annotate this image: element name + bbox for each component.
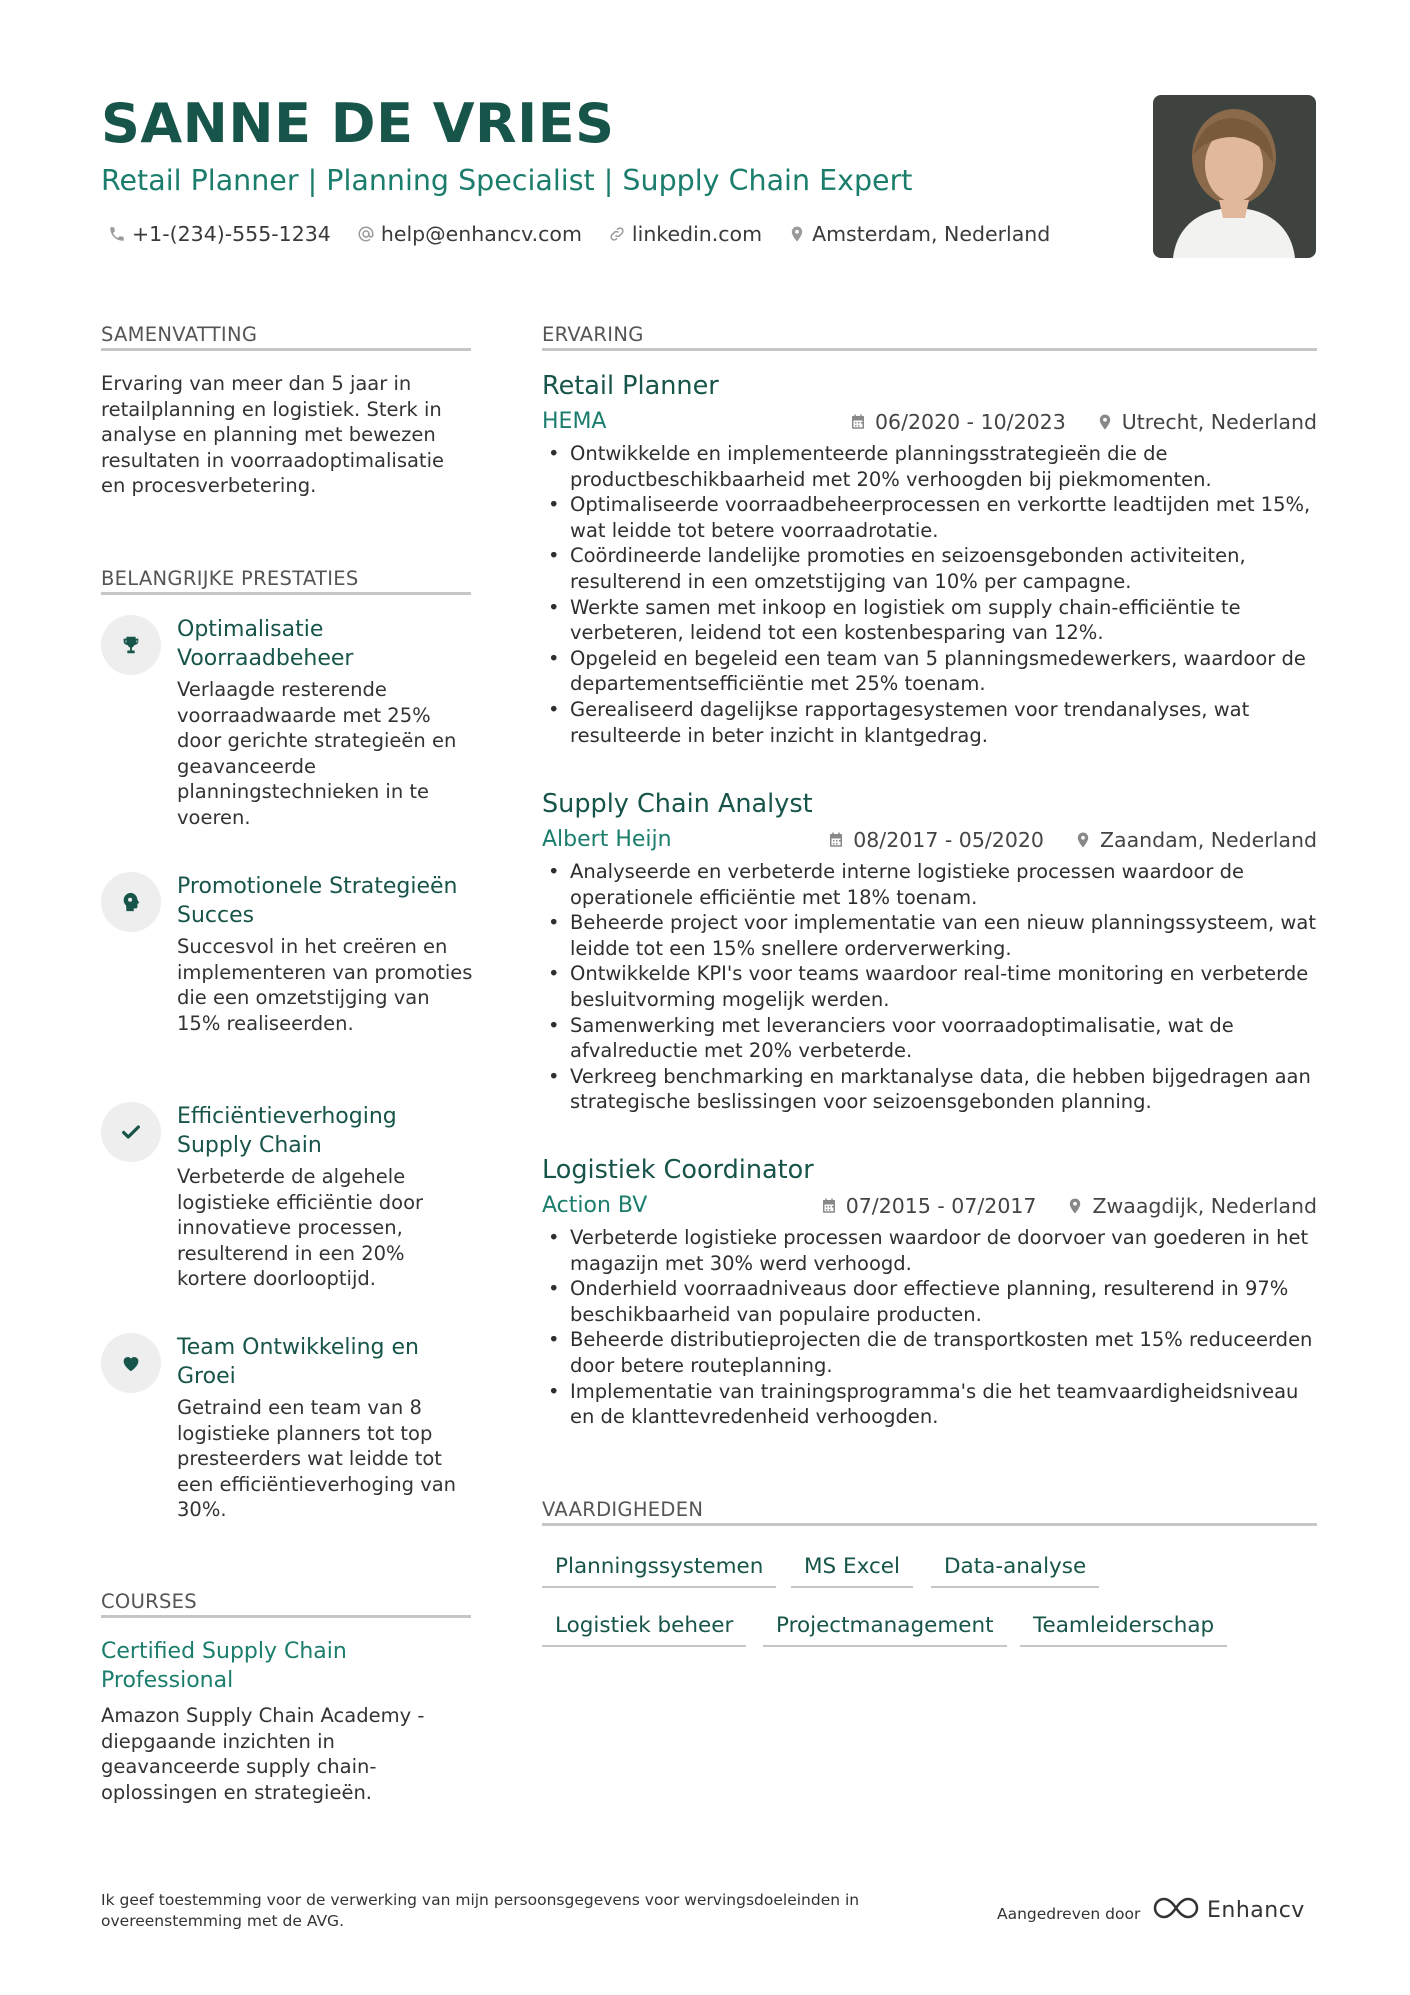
map-pin-icon [1074,831,1092,849]
experience-heading: ERVARING [542,323,644,346]
trophy-icon [101,615,161,675]
achievement-desc: Getraind een team van 8 logistieke planners tot top presteerders wat leidde tot een efficiëntieverhoging van 30%. [177,1396,457,1522]
job-dates: 06/2020 - 10/2023 [875,410,1066,434]
contact-bar [108,220,1076,248]
list-item: • Optimaliseerde voorraadbeheerprocessen en verkortte leadtijden met 15%, wat leidde tot betere voorraadrotatie. [542,492,1317,543]
job-company: Action BV [542,1193,648,1218]
list-item: • Gerealiseerd dagelijkse rapportagesystemen voor trendanalyses, wat resulteerde in beter inzicht in klantgedrag. [542,697,1317,748]
achievements-divider [101,592,471,595]
job-location: Zaandam, Nederland [1099,828,1317,852]
skill-tag: Logistiek beheer [542,1611,746,1647]
list-item: • Analyseerde en verbeterde interne logistieke processen waardoor de operationele efficiëntie met 18% toenam. [542,859,1317,910]
map-pin-icon [1096,413,1114,431]
consent-text: Ik geef toestemming voor de verwerking van mijn persoonsgegevens voor wervingsdoeleinden in overeenstemming met de AVG. [101,1891,860,1930]
job-location: Zwaagdijk, Nederland [1092,1194,1317,1218]
achievement-title: Promotionele Strategieën Succes [177,874,458,928]
brand-name: Enhancv [1207,1897,1305,1923]
course-title: Certified Supply Chain Professional [101,1639,347,1693]
job-bullets [542,1225,1317,1430]
list-item: • Verkreeg benchmarking en marktanalyse data, die hebben bijgedragen aan strategische beslissingen voor seizoensgebonden planning. [542,1064,1317,1115]
phone-icon [108,225,126,243]
job-dates: 08/2017 - 05/2020 [853,828,1044,852]
job-meta [827,825,1317,855]
achievement-desc: Verlaagde resterende voorraadwaarde met 25% door gerichte strategieën en geavanceerde planningstechnieken in te voeren. [177,678,457,829]
resume-name: SANNE DE VRIES [101,92,615,155]
enhancv-logo[interactable] [1153,1896,1305,1924]
phone-text: +1-(234)-555-1234 [132,222,331,246]
skill-tag: Data-analyse [931,1552,1099,1588]
contact-phone[interactable] [108,220,331,248]
list-item: • Beheerde project voor implementatie van een nieuw planningssysteem, wat leidde tot een 15% snellere orderverwerking. [542,910,1317,961]
list-item: • Samenwerking met leveranciers voor voorraadoptimalisatie, wat de afvalreductie met 20% verbeterde. [542,1013,1317,1064]
experience-divider [542,348,1317,351]
contact-location [788,220,1050,248]
course-desc: Amazon Supply Chain Academy - diepgaande inzichten in geavanceerde supply chain-oplossingen en strategieën. [101,1704,425,1804]
skill-tag: Projectmanagement [763,1611,1007,1647]
job-company: Albert Heijn [542,827,672,852]
achievements-heading: BELANGRIJKE PRESTATIES [101,567,359,590]
map-pin-icon [1066,1197,1084,1215]
list-item: • Ontwikkelde KPI's voor teams waardoor real-time monitoring en verbeterde besluitvorming mogelijk werden. [542,961,1317,1012]
resume-subtitle: Retail Planner | Planning Specialist | Supply Chain Expert [101,164,913,197]
job-bullets [542,441,1317,748]
linkedin-text: linkedin.com [631,222,763,246]
skills-heading: VAARDIGHEDEN [542,1498,704,1521]
summary-divider [101,348,471,351]
brain-icon [101,872,161,932]
powered-by-text: Aangedreven door [997,1905,1141,1923]
summary-heading: SAMENVATTING [101,323,258,346]
courses-heading: COURSES [101,1590,197,1613]
contact-email[interactable] [357,220,582,248]
job-dates: 07/2015 - 07/2017 [845,1194,1037,1218]
check-icon [101,1102,161,1162]
job-title: Retail Planner [542,371,719,401]
calendar-icon [849,413,867,431]
list-item: • Opgeleid en begeleid een team van 5 planningsmedewerkers, waardoor de departementsefficiëntie met 25% toenam. [542,646,1317,697]
summary-text: Ervaring van meer dan 5 jaar in retailplanning en logistiek. Sterk in analyse en planning met bewezen resultaten in voorraadoptimalisatie en procesverbetering. [101,372,444,498]
map-pin-icon [788,225,806,243]
list-item: • Coördineerde landelijke promoties en seizoensgebonden activiteiten, resulterend in een omzetstijging van 10% per campagne. [542,543,1317,594]
achievement-desc: Succesvol in het creëren en implementeren van promoties die een omzetstijging van 15% realiseerden. [177,935,473,1035]
list-item: • Ontwikkelde en implementeerde planningsstrategieën die de productbeschikbaarheid met 20% verhoogden bij piekmomenten. [542,441,1317,492]
achievement-title: Team Ontwikkeling en Groei [177,1335,419,1389]
at-icon [357,225,375,243]
skill-tag: Planningssystemen [542,1552,776,1588]
calendar-icon [820,1197,838,1215]
list-item: • Beheerde distributieprojecten die de transportkosten met 15% reduceerden door betere routeplanning. [542,1327,1317,1378]
job-title: Supply Chain Analyst [542,789,813,819]
job-location: Utrecht, Nederland [1121,410,1317,434]
heart-icon [101,1333,161,1393]
achievement-desc: Verbeterde de algehele logistieke efficiëntie door innovatieve processen, resulterend in een 20% kortere doorlooptijd. [177,1165,424,1291]
courses-divider [101,1615,471,1618]
list-item: • Onderhield voorraadniveaus door effectieve planning, resulterend in 97% beschikbaarheid van populaire producten. [542,1276,1317,1327]
contact-linkedin[interactable] [608,220,762,248]
job-meta [849,407,1317,437]
profile-photo [1153,95,1316,258]
infinity-icon [1153,1896,1199,1924]
list-item: • Verbeterde logistieke processen waardoor de doorvoer van goederen in het magazijn met 30% werd verhoogd. [542,1225,1317,1276]
achievement-title: Optimalisatie Voorraadbeheer [177,617,354,671]
calendar-icon [827,831,845,849]
location-text: Amsterdam, Nederland [812,222,1051,246]
job-title: Logistiek Coordinator [542,1155,814,1185]
skill-tag: Teamleiderschap [1020,1611,1227,1647]
list-item: • Werkte samen met inkoop en logistiek om supply chain-efficiëntie te verbeteren, leidend tot een kostenbesparing van 12%. [542,595,1317,646]
email-text: help@enhancv.com [380,222,582,246]
link-icon [608,225,626,243]
skill-tag: MS Excel [791,1552,913,1588]
skills-divider [542,1523,1317,1526]
achievement-title: Efficiëntieverhoging Supply Chain [177,1104,397,1158]
list-item: • Implementatie van trainingsprogramma's die het teamvaardigheidsniveau en de klanttevredenheid verhoogden. [542,1379,1317,1430]
job-company: HEMA [542,409,607,434]
job-bullets [542,859,1317,1115]
job-meta [820,1191,1317,1221]
